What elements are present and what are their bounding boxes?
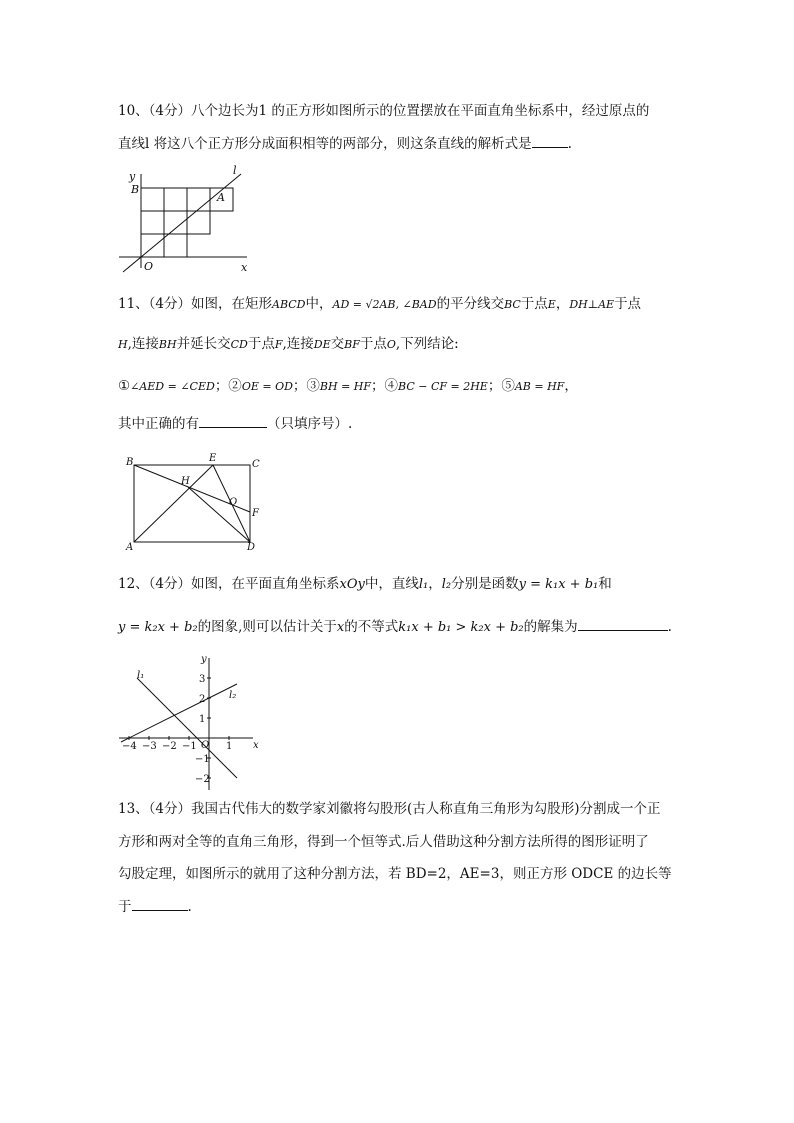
q11-t1e: 的平分线交 xyxy=(436,296,505,312)
q10-label-y: y xyxy=(129,170,136,183)
q13-text-line2: 方形和两对全等的直角三角形，得到一个恒等式.后人借助这种分割方法所得的图形证明了 xyxy=(118,834,649,850)
q11-t1b: ABCD xyxy=(272,298,306,311)
q13-answer-blank[interactable] xyxy=(132,896,188,911)
q11-text-line4 xyxy=(118,413,352,434)
q11-label-d: D xyxy=(247,542,256,553)
q10-label-o: O xyxy=(144,260,154,273)
q10-square xyxy=(141,188,164,211)
q13-text-line1: 13、（4分）我国古代伟大的数学家刘徽将勾股形(古人称直角三角形为勾股形)分割成一个正 xyxy=(118,801,661,817)
q11-t1h: E xyxy=(547,298,556,311)
q11-figure xyxy=(120,450,270,555)
q12-text-line1 xyxy=(118,574,612,595)
q11-c4-num: ；④ xyxy=(371,378,399,394)
q13-text-line3: 勾股定理，如图所示的就用了这种分割方法，若 BD=2，AE=3，则正方形 ODCE 的边长等 xyxy=(118,866,672,882)
q11-t2k: BF xyxy=(344,338,360,351)
q10-figure xyxy=(115,160,265,278)
q10-square xyxy=(187,188,210,211)
q11-t1d: AD = √2AB, ∠BAD xyxy=(332,298,437,311)
q11-segment-ae xyxy=(134,465,213,542)
q12-t1b: xOy xyxy=(339,577,365,592)
q12-t2a: y = k₂x + b₂ xyxy=(118,620,198,635)
q10-text-line1: 10、（4分）八个边长为1 的正方形如图所示的位置摆放在平面直角坐标系中，经过原点的 xyxy=(118,103,650,119)
q11-t2d: 并延长交 xyxy=(176,336,231,352)
q12-t2e: k₁x + b₁ > k₂x + b₂ xyxy=(398,620,524,635)
q11-t2i: DE xyxy=(313,338,331,351)
q11-label-b: B xyxy=(126,457,134,468)
q10-label-a: A xyxy=(217,191,225,204)
q11-t2e: CD xyxy=(230,338,248,351)
q12-xtick-label: −4 xyxy=(122,741,137,752)
q11-answer-blank[interactable] xyxy=(199,413,267,428)
q10-square xyxy=(141,211,164,234)
q13-t4a: 于 xyxy=(118,899,132,915)
q11-t1k: 于点 xyxy=(614,296,642,312)
q11-label-o: O xyxy=(229,497,238,508)
q11-t4b: （只填序号）. xyxy=(267,416,353,432)
q12-label-l1: l₁ xyxy=(137,670,145,681)
q11-t2g: F xyxy=(274,338,283,351)
q12-line-l2 xyxy=(121,684,237,742)
q12-figure xyxy=(115,650,265,795)
q12-ytick-label: 2 xyxy=(199,694,206,705)
q11-t2l: 于点 xyxy=(359,336,387,352)
q10-answer-blank[interactable] xyxy=(532,133,568,148)
q11-c2-num: ；② xyxy=(214,378,242,394)
q12-t1g: 分别是函数 xyxy=(451,576,519,592)
q11-t2j: 交 xyxy=(330,336,345,352)
q12-t2f: 的解集为 xyxy=(523,619,578,635)
q12-t1e: ， xyxy=(428,576,442,592)
q11-label-c: C xyxy=(252,459,260,470)
q11-t1j: DH⊥AE xyxy=(569,298,615,311)
q12-ytick-label: 1 xyxy=(199,714,206,725)
q10-label-b: B xyxy=(131,183,140,196)
q12-t2c: x xyxy=(336,620,345,635)
q11-t2f: 于点 xyxy=(247,336,275,352)
q11-text-line1 xyxy=(118,294,641,315)
q11-c4: BC − CF = 2HE xyxy=(398,380,488,393)
q11-c6: ， xyxy=(564,378,578,394)
q11-c5: AB = HF xyxy=(514,380,565,393)
q11-c1-num: ① xyxy=(118,378,131,394)
q11-conclusions xyxy=(118,376,578,397)
q12-t1h: y = k₁x + b₁ xyxy=(518,577,599,592)
q12-label-l2: l₂ xyxy=(229,690,237,701)
q12-t2g: . xyxy=(667,619,672,635)
q11-label-a: A xyxy=(126,542,134,553)
q12-label-x: x xyxy=(253,740,259,751)
q13-text-line4 xyxy=(118,896,192,917)
q12-t1a: 12、（4分）如图，在平面直角坐标系 xyxy=(118,576,340,592)
q11-segment-dh xyxy=(188,487,250,542)
q12-xtick-label: 1 xyxy=(226,741,233,752)
q12-t1c: 中，直线 xyxy=(364,576,419,592)
q11-t2a: H xyxy=(118,338,128,351)
q11-c3-num: ；③ xyxy=(292,378,320,394)
q11-t1i: ， xyxy=(555,296,570,312)
q12-line-l1 xyxy=(137,678,237,778)
q11-t1f: BC xyxy=(504,298,521,311)
q11-t2m: O xyxy=(386,338,396,351)
q11-t1c: 中， xyxy=(305,296,333,312)
q12-text-line2 xyxy=(118,616,672,638)
q10-text-line2 xyxy=(118,133,572,154)
q12-xtick-label: −1 xyxy=(182,741,197,752)
q12-label-o: O xyxy=(201,740,210,751)
q11-t2b: ,连接 xyxy=(127,336,159,352)
q10-square xyxy=(164,188,187,211)
q11-c5-num: ；⑤ xyxy=(487,378,515,394)
q10-text-line2a: 直线l 将这八个正方形分成面积相等的两部分，则这条直线的解析式是 xyxy=(118,136,532,152)
q11-text-line2 xyxy=(118,334,459,355)
q12-ytick-label: 3 xyxy=(199,674,206,685)
q12-t1d: l₁ xyxy=(418,577,429,592)
q11-t2h: ,连接 xyxy=(282,336,314,352)
q12-xtick-label: −3 xyxy=(142,741,157,752)
q11-t4a: 其中正确的有 xyxy=(118,416,199,432)
q11-c1: ∠AED = ∠CED xyxy=(130,380,215,393)
q11-label-h: H xyxy=(181,476,190,487)
q10-square xyxy=(164,234,187,257)
q11-c3: BH = HF xyxy=(319,380,372,393)
q12-t2b: 的图象,则可以估计关于 xyxy=(197,619,337,635)
q12-t1f: l₂ xyxy=(441,577,452,592)
q10-square xyxy=(164,211,187,234)
q11-t1g: 于点 xyxy=(520,296,548,312)
q11-label-e: E xyxy=(209,453,217,464)
q12-answer-blank[interactable] xyxy=(578,616,668,631)
q11-t2n: ,下列结论: xyxy=(395,336,459,352)
q11-t1a: 11、（4分）如图，在矩形 xyxy=(118,296,273,312)
q10-text-line2b: . xyxy=(567,136,572,152)
q10-square xyxy=(187,211,210,234)
q11-t2c: BH xyxy=(158,338,177,351)
q12-t2d: 的不等式 xyxy=(344,619,399,635)
q10-label-l: l xyxy=(233,164,237,177)
q12-xtick-label: −2 xyxy=(162,741,177,752)
q12-ytick-label: −1 xyxy=(195,754,210,765)
q11-c2: OE = OD xyxy=(241,380,293,393)
q10-label-x: x xyxy=(241,261,248,274)
q12-t1i: 和 xyxy=(598,576,612,592)
q13-t4b: . xyxy=(187,899,192,915)
q11-label-f: F xyxy=(252,508,259,519)
q12-ytick-label: −2 xyxy=(195,774,210,785)
q12-label-y: y xyxy=(201,654,207,665)
